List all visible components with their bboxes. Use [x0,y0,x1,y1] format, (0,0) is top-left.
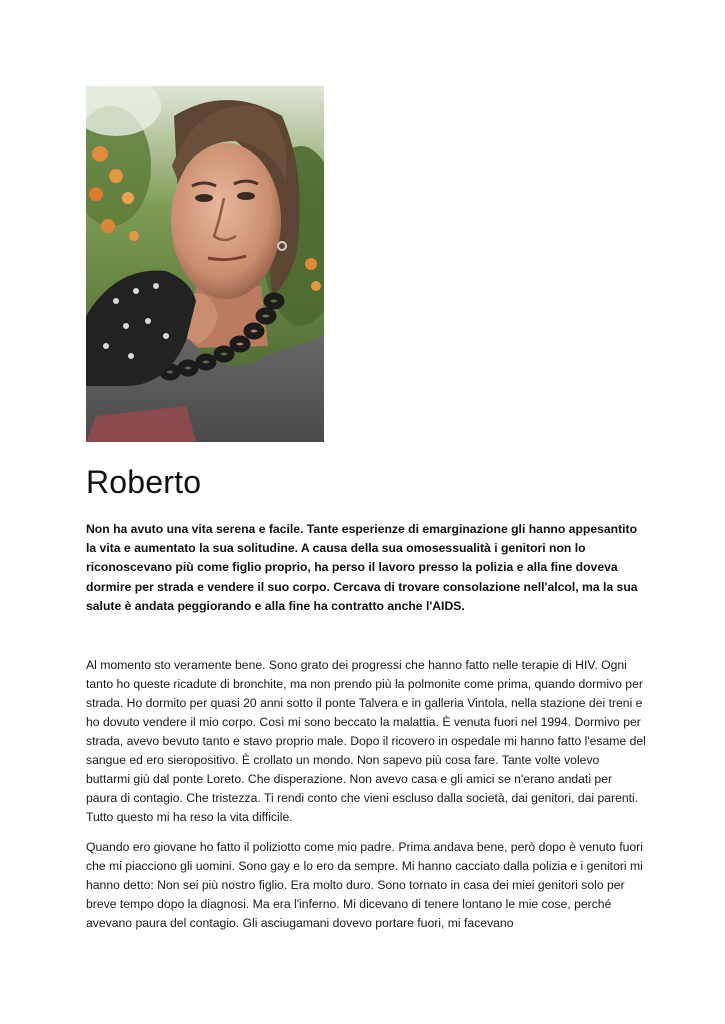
portrait-photo [86,86,324,442]
body-paragraph-1: Al momento sto veramente bene. Sono grato dei progressi che hanno fatto nelle terapie di HIV. Ogni tanto ho queste ricadute di bronchite, ma non prendo più la polmonite come prima, quando dormivo per strada. Ho dormito per quasi 20 anni sotto il ponte Talvera e in galleria Vintola, nella stazione dei treni e ho dovuto vendere il mio corpo. Così mi sono beccato la malattia. È venuta fuori nel 1994. Dormivo per strada, avevo bevuto tanto e stavo proprio male. Dopo il ricovero in ospedale mi hanno fatto l'esame del sangue ed ero sieropositivo. È crollato un mondo. Non sapevo più cosa fare. Tante volte volevo buttarmi giù dal ponte Loreto. Che disperazione. Non avevo casa e gli amici se n'erano andati per paura di contagio. Che tristezza. Ti rendi conto che vieni escluso dalla società, dai genitori, dai parenti. Tutto questo mi ha reso la vita difficile. [86,658,646,824]
person-name-heading: Roberto [86,464,202,500]
portrait-illustration [86,86,324,442]
intro-paragraph: Non ha avuto una vita serena e facile. Tante esperienze di emarginazione gli hanno appesantito la vita e aumentato la sua solitudine. A causa della sua omosessualità i genitori non lo riconoscevano più come figlio proprio, ha perso il lavoro presso la polizia e alla fine doveva dormire per strada e vendere il suo corpo. Cercava di trovare consolazione nell'alcol, ma la sua salute è andata peggiorando e alla fine ha contratto anche l'AIDS. [86,522,638,613]
body-paragraph-2: Quando ero giovane ho fatto il poliziotto come mio padre. Prima andava bene, però dopo è venuto fuori che mi piacciono gli uomini. Sono gay e lo ero da sempre. Mi hanno cacciato dalla polizia e i genitori mi hanno detto: Non sei più nostro figlio. Era molto duro. Sono tornato in casa dei miei genitori solo per breve tempo dopo la diagnosi. Ma era l'inferno. Mi dicevano di tenere lontano le mie cose, perché avevano paura del contagio. Gli asciugamani dovevo portare fuori, mi facevano [86,840,643,930]
